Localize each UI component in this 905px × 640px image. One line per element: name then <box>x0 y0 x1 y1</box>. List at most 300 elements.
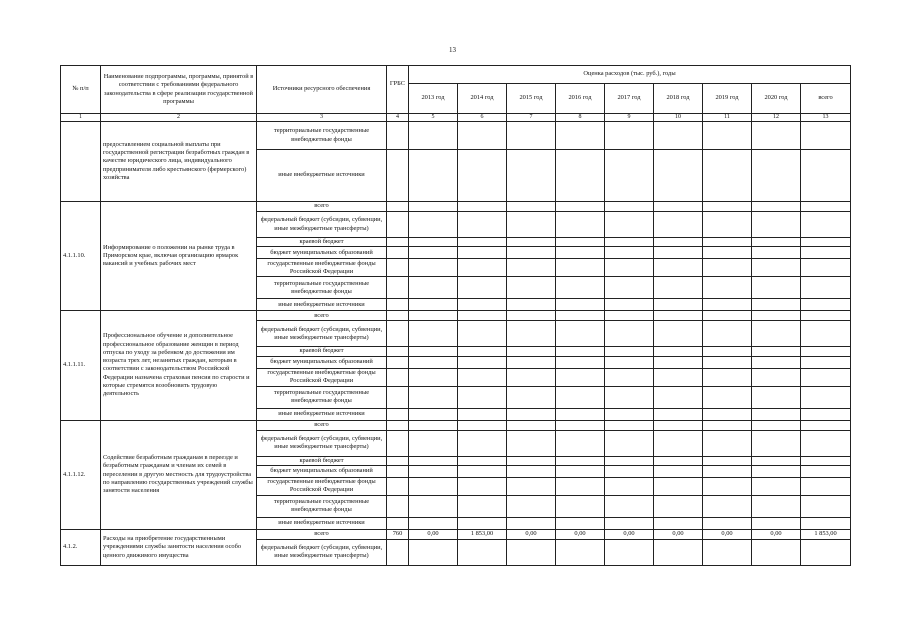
value-cell <box>703 420 752 430</box>
source-other: иные внебюджетные источники <box>257 150 387 202</box>
value-cell <box>801 212 851 238</box>
value-cell <box>654 517 703 529</box>
value-cell <box>605 495 654 517</box>
value-cell <box>654 539 703 565</box>
value-cell <box>801 517 851 529</box>
value-cell: 0,00 <box>752 529 801 539</box>
value-cell <box>703 259 752 277</box>
value-cell <box>703 477 752 495</box>
value-cell <box>556 368 605 386</box>
value-cell <box>654 356 703 368</box>
value-cell <box>605 202 654 212</box>
value-cell <box>605 150 654 202</box>
value-cell <box>458 122 507 150</box>
item-name: Профессиональное обучение и дополнительное профессиональное образование женщин в период отпуска по уходу за ребенком до достижения им возраста трех лет, незанятых граждан, которым в соответствии с законодательством Российской Федерации назначена страховая пенсия по старости и которые стремятся возобновить трудовую деятельность <box>101 311 257 420</box>
value-cell <box>458 247 507 259</box>
value-cell <box>605 356 654 368</box>
value-cell <box>752 356 801 368</box>
value-cell <box>409 247 458 259</box>
value-cell <box>752 420 801 430</box>
value-cell <box>801 247 851 259</box>
value-cell <box>507 495 556 517</box>
value-cell <box>801 465 851 477</box>
value-cell <box>752 456 801 465</box>
grbs-cell <box>387 430 409 456</box>
value-cell <box>409 259 458 277</box>
value-cell <box>801 238 851 247</box>
value-cell <box>703 356 752 368</box>
item-name: предоставлением социальной выплаты при государственной регистрации безработных граждан в качестве юридического лица, индивидуального предпринимателя либо крестьянского (фермерского) хозяйства <box>101 122 257 202</box>
source-territorial: территориальные государственные внебюджетные фонды <box>257 277 387 299</box>
value-cell <box>605 456 654 465</box>
resource-table <box>60 65 851 566</box>
value-cell <box>605 321 654 347</box>
value-cell <box>605 477 654 495</box>
source-other: иные внебюджетные источники <box>257 299 387 311</box>
value-cell <box>458 150 507 202</box>
column-number: 10 <box>654 114 703 122</box>
value-cell <box>752 430 801 456</box>
value-cell <box>801 368 851 386</box>
value-cell <box>703 347 752 356</box>
value-cell <box>605 517 654 529</box>
value-cell <box>507 356 556 368</box>
value-cell: 0,00 <box>654 529 703 539</box>
value-cell <box>556 465 605 477</box>
value-cell <box>458 517 507 529</box>
value-cell <box>654 386 703 408</box>
value-cell <box>605 311 654 321</box>
value-cell <box>703 202 752 212</box>
value-cell <box>507 122 556 150</box>
value-cell <box>458 238 507 247</box>
value-cell <box>752 368 801 386</box>
value-cell <box>801 299 851 311</box>
value-cell <box>801 456 851 465</box>
source-federal: федеральный бюджет (субсидии, субвенции, иные межбюджетные трансферты) <box>257 321 387 347</box>
value-cell <box>654 465 703 477</box>
value-cell <box>752 299 801 311</box>
grbs-cell <box>387 321 409 347</box>
value-cell <box>654 247 703 259</box>
value-cell <box>752 539 801 565</box>
value-cell <box>605 408 654 420</box>
value-cell <box>605 247 654 259</box>
value-cell <box>801 356 851 368</box>
value-cell <box>409 311 458 321</box>
column-number: 5 <box>409 114 458 122</box>
grbs-cell: 760 <box>387 529 409 539</box>
value-cell <box>752 408 801 420</box>
grbs-cell <box>387 238 409 247</box>
value-cell <box>654 347 703 356</box>
value-cell: 0,00 <box>605 529 654 539</box>
value-cell <box>458 202 507 212</box>
value-cell <box>801 277 851 299</box>
value-cell <box>409 150 458 202</box>
value-cell <box>703 150 752 202</box>
value-cell <box>654 311 703 321</box>
value-cell <box>605 465 654 477</box>
value-cell <box>556 150 605 202</box>
value-cell <box>703 408 752 420</box>
value-cell <box>507 420 556 430</box>
value-cell <box>752 202 801 212</box>
value-cell <box>801 495 851 517</box>
value-cell <box>507 456 556 465</box>
grbs-cell <box>387 299 409 311</box>
source-federal: федеральный бюджет (субсидии, субвенции, иные межбюджетные трансферты) <box>257 539 387 565</box>
value-cell <box>801 259 851 277</box>
value-cell <box>703 495 752 517</box>
value-cell <box>654 122 703 150</box>
source-regional: краевой бюджет <box>257 347 387 356</box>
header-year: всего <box>801 84 851 114</box>
value-cell <box>409 202 458 212</box>
value-cell <box>458 430 507 456</box>
source-municipal: бюджет муниципальных образований <box>257 465 387 477</box>
value-cell <box>752 321 801 347</box>
value-cell <box>605 212 654 238</box>
header-year: 2013 год <box>409 84 458 114</box>
value-cell <box>703 299 752 311</box>
value-cell: 0,00 <box>703 529 752 539</box>
source-municipal: бюджет муниципальных образований <box>257 356 387 368</box>
value-cell <box>556 495 605 517</box>
item-index: 4.1.1.12. <box>61 420 101 529</box>
header-year: 2016 год <box>556 84 605 114</box>
value-cell: 1 853,00 <box>458 529 507 539</box>
value-cell <box>458 356 507 368</box>
value-cell <box>556 311 605 321</box>
item-index: 4.1.1.10. <box>61 202 101 311</box>
value-cell: 0,00 <box>409 529 458 539</box>
table-row <box>61 202 851 212</box>
value-cell <box>556 539 605 565</box>
value-cell <box>409 430 458 456</box>
header-year: 2017 год <box>605 84 654 114</box>
value-cell <box>556 259 605 277</box>
value-cell <box>801 539 851 565</box>
value-cell <box>409 517 458 529</box>
header-year: 2015 год <box>507 84 556 114</box>
value-cell <box>556 238 605 247</box>
source-state-funds: государственные внебюджетные фонды Российской Федерации <box>257 259 387 277</box>
value-cell <box>458 321 507 347</box>
table-row <box>61 529 851 539</box>
value-cell <box>752 517 801 529</box>
value-cell <box>605 259 654 277</box>
value-cell <box>556 277 605 299</box>
value-cell <box>556 477 605 495</box>
value-cell <box>752 247 801 259</box>
value-cell <box>654 408 703 420</box>
grbs-cell <box>387 368 409 386</box>
source-regional: краевой бюджет <box>257 456 387 465</box>
value-cell <box>409 477 458 495</box>
value-cell <box>458 277 507 299</box>
value-cell: 1 853,00 <box>801 529 851 539</box>
value-cell <box>605 238 654 247</box>
value-cell <box>507 247 556 259</box>
value-cell <box>654 299 703 311</box>
item-index <box>61 122 101 202</box>
header-year: 2020 год <box>752 84 801 114</box>
column-number: 8 <box>556 114 605 122</box>
value-cell <box>605 277 654 299</box>
grbs-cell <box>387 122 409 150</box>
source-total: всего <box>257 420 387 430</box>
value-cell <box>654 456 703 465</box>
value-cell <box>654 430 703 456</box>
value-cell <box>801 150 851 202</box>
value-cell <box>703 430 752 456</box>
grbs-cell <box>387 277 409 299</box>
value-cell <box>458 299 507 311</box>
value-cell <box>507 347 556 356</box>
source-state-funds: государственные внебюджетные фонды Российской Федерации <box>257 477 387 495</box>
value-cell <box>654 150 703 202</box>
value-cell <box>556 386 605 408</box>
value-cell <box>752 122 801 150</box>
value-cell <box>654 495 703 517</box>
value-cell <box>458 456 507 465</box>
value-cell <box>409 368 458 386</box>
value-cell <box>654 477 703 495</box>
value-cell <box>605 347 654 356</box>
source-total: всего <box>257 529 387 539</box>
value-cell <box>703 539 752 565</box>
value-cell <box>605 368 654 386</box>
value-cell <box>556 299 605 311</box>
item-name: Информирование о положении на рынке труда в Приморском крае, включая организацию ярмарок вакансий и учебных рабочих мест <box>101 202 257 311</box>
value-cell <box>409 420 458 430</box>
value-cell: 0,00 <box>556 529 605 539</box>
value-cell <box>458 311 507 321</box>
value-cell <box>801 202 851 212</box>
source-state-funds: государственные внебюджетные фонды Российской Федерации <box>257 368 387 386</box>
value-cell <box>507 368 556 386</box>
value-cell <box>507 311 556 321</box>
value-cell <box>752 386 801 408</box>
value-cell <box>556 212 605 238</box>
table-row <box>61 311 851 321</box>
value-cell <box>654 212 703 238</box>
value-cell <box>801 477 851 495</box>
value-cell <box>507 150 556 202</box>
value-cell <box>703 386 752 408</box>
value-cell: 0,00 <box>507 529 556 539</box>
value-cell <box>703 456 752 465</box>
grbs-cell <box>387 495 409 517</box>
grbs-cell <box>387 150 409 202</box>
source-other: иные внебюджетные источники <box>257 408 387 420</box>
source-federal: федеральный бюджет (субсидии, субвенции, иные межбюджетные трансферты) <box>257 212 387 238</box>
value-cell <box>752 477 801 495</box>
grbs-cell <box>387 517 409 529</box>
grbs-cell <box>387 356 409 368</box>
value-cell <box>507 259 556 277</box>
value-cell <box>556 356 605 368</box>
value-cell <box>507 299 556 311</box>
value-cell <box>556 247 605 259</box>
source-territorial: территориальные государственные внебюджетные фонды <box>257 122 387 150</box>
value-cell <box>703 465 752 477</box>
value-cell <box>458 539 507 565</box>
value-cell <box>458 477 507 495</box>
value-cell <box>458 347 507 356</box>
source-federal: федеральный бюджет (субсидии, субвенции, иные межбюджетные трансферты) <box>257 430 387 456</box>
header-name: Наименование подпрограммы, программы, принятой в соответствии с требованиями федерального законодательства в сфере реализации государственной программы <box>101 66 257 114</box>
value-cell <box>458 386 507 408</box>
value-cell <box>703 247 752 259</box>
value-cell <box>556 517 605 529</box>
value-cell <box>556 347 605 356</box>
value-cell <box>409 347 458 356</box>
column-number: 11 <box>703 114 752 122</box>
item-name: Расходы на приобретение государственными учреждениями службы занятости населения особо ценного движимого имущества <box>101 529 257 565</box>
value-cell <box>801 386 851 408</box>
value-cell <box>409 465 458 477</box>
value-cell <box>458 212 507 238</box>
value-cell <box>752 277 801 299</box>
column-number: 2 <box>101 114 257 122</box>
value-cell <box>605 122 654 150</box>
header-source: Источники ресурсного обеспечения <box>257 66 387 114</box>
value-cell <box>654 277 703 299</box>
column-number: 12 <box>752 114 801 122</box>
item-index: 4.1.2. <box>61 529 101 565</box>
value-cell <box>703 277 752 299</box>
header-year: 2014 год <box>458 84 507 114</box>
source-other: иные внебюджетные источники <box>257 517 387 529</box>
value-cell <box>752 259 801 277</box>
value-cell <box>801 321 851 347</box>
value-cell <box>556 456 605 465</box>
value-cell <box>409 356 458 368</box>
column-number: 13 <box>801 114 851 122</box>
value-cell <box>507 517 556 529</box>
source-regional: краевой бюджет <box>257 238 387 247</box>
value-cell <box>556 202 605 212</box>
value-cell <box>409 456 458 465</box>
value-cell <box>703 321 752 347</box>
value-cell <box>458 420 507 430</box>
value-cell <box>703 517 752 529</box>
value-cell <box>507 212 556 238</box>
header-grbs: ГРБС <box>387 66 409 114</box>
value-cell <box>654 420 703 430</box>
value-cell <box>409 495 458 517</box>
value-cell <box>507 202 556 212</box>
value-cell <box>409 299 458 311</box>
value-cell <box>801 347 851 356</box>
source-municipal: бюджет муниципальных образований <box>257 247 387 259</box>
value-cell <box>409 122 458 150</box>
value-cell <box>703 368 752 386</box>
value-cell <box>507 277 556 299</box>
header-year: 2018 год <box>654 84 703 114</box>
column-number: 1 <box>61 114 101 122</box>
value-cell <box>556 420 605 430</box>
value-cell <box>409 277 458 299</box>
value-cell <box>458 368 507 386</box>
value-cell <box>458 259 507 277</box>
value-cell <box>605 420 654 430</box>
value-cell <box>752 347 801 356</box>
column-number: 7 <box>507 114 556 122</box>
value-cell <box>801 420 851 430</box>
column-number: 9 <box>605 114 654 122</box>
value-cell <box>654 321 703 347</box>
grbs-cell <box>387 247 409 259</box>
item-name: Содействие безработным гражданам в переезде и безработным гражданам и членам их семей в переселении в другую местность для трудоустройства по направлению государственных учреждений службы занятости населения <box>101 420 257 529</box>
value-cell <box>801 311 851 321</box>
source-territorial: территориальные государственные внебюджетные фонды <box>257 495 387 517</box>
grbs-cell <box>387 259 409 277</box>
value-cell <box>556 321 605 347</box>
grbs-cell <box>387 420 409 430</box>
value-cell <box>703 122 752 150</box>
value-cell <box>752 238 801 247</box>
grbs-cell <box>387 408 409 420</box>
value-cell <box>507 430 556 456</box>
table-row <box>61 420 851 430</box>
grbs-cell <box>387 202 409 212</box>
source-territorial: территориальные государственные внебюджетные фонды <box>257 386 387 408</box>
source-total: всего <box>257 202 387 212</box>
page-number: 13 <box>449 46 456 54</box>
value-cell <box>752 311 801 321</box>
column-number: 6 <box>458 114 507 122</box>
value-cell <box>703 238 752 247</box>
value-cell <box>605 430 654 456</box>
value-cell <box>458 465 507 477</box>
value-cell <box>507 386 556 408</box>
column-number: 3 <box>257 114 387 122</box>
value-cell <box>605 299 654 311</box>
value-cell <box>801 122 851 150</box>
grbs-cell <box>387 465 409 477</box>
value-cell <box>801 408 851 420</box>
grbs-cell <box>387 539 409 565</box>
source-total: всего <box>257 311 387 321</box>
value-cell <box>409 321 458 347</box>
value-cell <box>556 430 605 456</box>
grbs-cell <box>387 456 409 465</box>
value-cell <box>801 430 851 456</box>
header-estimate: Оценка расходов (тыс. руб.), годы <box>409 66 851 84</box>
value-cell <box>703 212 752 238</box>
value-cell <box>605 539 654 565</box>
grbs-cell <box>387 386 409 408</box>
grbs-cell <box>387 477 409 495</box>
value-cell <box>507 539 556 565</box>
value-cell <box>458 408 507 420</box>
value-cell <box>507 321 556 347</box>
value-cell <box>507 477 556 495</box>
value-cell <box>409 539 458 565</box>
value-cell <box>409 238 458 247</box>
value-cell <box>409 212 458 238</box>
value-cell <box>654 259 703 277</box>
value-cell <box>752 212 801 238</box>
value-cell <box>703 311 752 321</box>
grbs-cell <box>387 212 409 238</box>
value-cell <box>507 408 556 420</box>
table-row <box>61 122 851 150</box>
value-cell <box>556 408 605 420</box>
